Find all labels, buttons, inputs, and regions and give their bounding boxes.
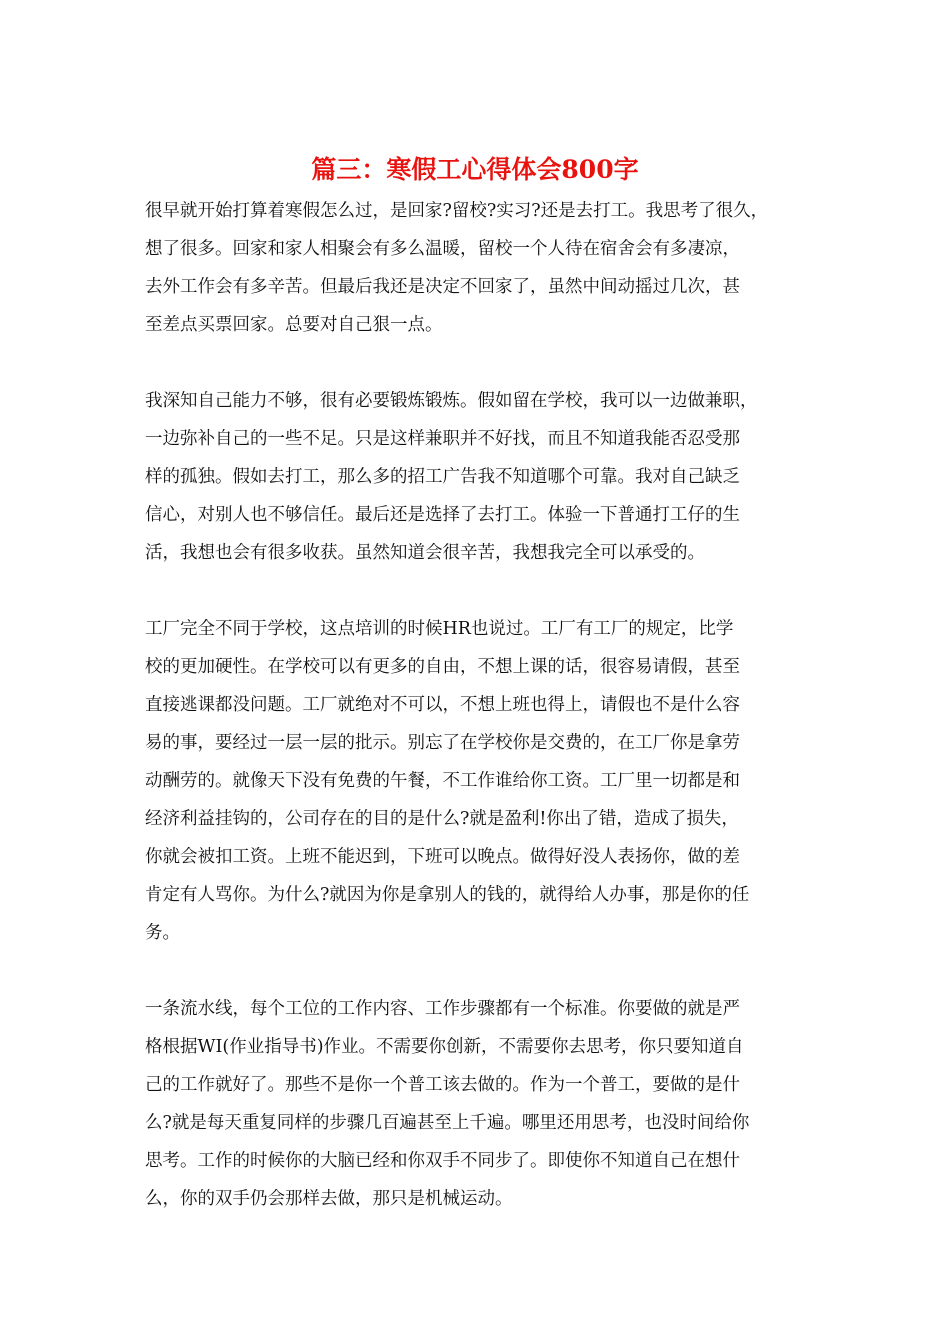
- paragraph-line: 经济利益挂钩的，公司存在的目的是什么?就是盈利!你出了错，造成了损失，: [145, 809, 739, 829]
- paragraph-line: 思考。工作的时候你的大脑已经和你双手不同步了。即使你不知道自己在想什: [145, 1151, 740, 1171]
- paragraph-line: 己的工作就好了。那些不是你一个普工该去做的。作为一个普工，要做的是什: [145, 1075, 740, 1095]
- paragraph-line: 工厂完全不同于学校，这点培训的时候HR也说过。工厂有工厂的规定，比学: [145, 619, 734, 639]
- paragraph-line: 务。: [145, 923, 180, 943]
- paragraph-line: 动酬劳的。就像天下没有免费的午餐，不工作谁给你工资。工厂里一切都是和: [145, 771, 740, 791]
- document-body: [145, 192, 835, 1256]
- paragraph-line: 格根据WI(作业指导书)作业。不需要你创新，不需要你去思考，你只要知道自: [145, 1037, 744, 1057]
- paragraph-line: 校的更加硬性。在学校可以有更多的自由，不想上课的话，很容易请假，甚至: [145, 657, 740, 677]
- paragraph-line: 么?就是每天重复同样的步骤几百遍甚至上千遍。哪里还用思考，也没时间给你: [145, 1113, 750, 1133]
- paragraph-line: 至差点买票回家。总要对自己狠一点。: [145, 315, 443, 335]
- paragraph: [145, 382, 835, 572]
- paragraph-line: 去外工作会有多辛苦。但最后我还是决定不回家了，虽然中间动摇过几次，甚: [145, 277, 740, 297]
- paragraph-line: 直接逃课都没问题。工厂就绝对不可以，不想上班也得上，请假也不是什么容: [145, 695, 740, 715]
- paragraph-line: 你就会被扣工资。上班不能迟到，下班可以晚点。做得好没人表扬你，做的差: [145, 847, 740, 867]
- paragraph: [145, 192, 835, 344]
- paragraph-line: 信心，对别人也不够信任。最后还是选择了去打工。体验一下普通打工仔的生: [145, 505, 740, 525]
- page-title: 篇三：寒假工心得体会800字: [311, 155, 639, 184]
- paragraph-line: 活，我想也会有很多收获。虽然知道会很辛苦，我想我完全可以承受的。: [145, 543, 705, 563]
- paragraph: [145, 990, 835, 1218]
- paragraph-line: 很早就开始打算着寒假怎么过，是回家?留校?实习?还是去打工。我思考了很久，: [145, 201, 769, 221]
- paragraph-line: 肯定有人骂你。为什么?就因为你是拿别人的钱的，就得给人办事，那是你的任: [145, 885, 750, 905]
- paragraph-line: 易的事，要经过一层一层的批示。别忘了在学校你是交费的，在工厂你是拿劳: [145, 733, 740, 753]
- paragraph-line: 一边弥补自己的一些不足。只是这样兼职并不好找，而且不知道我能否忍受那: [145, 429, 740, 449]
- paragraph-line: 一条流水线，每个工位的工作内容、工作步骤都有一个标准。你要做的就是严: [145, 999, 740, 1019]
- paragraph-line: 样的孤独。假如去打工，那么多的招工广告我不知道哪个可靠。我对自己缺乏: [145, 467, 740, 487]
- paragraph-line: 么，你的双手仍会那样去做，那只是机械运动。: [145, 1189, 513, 1209]
- paragraph-line: 我深知自己能力不够，很有必要锻炼锻炼。假如留在学校，我可以一边做兼职，: [145, 391, 758, 411]
- paragraph: [145, 610, 835, 952]
- paragraph-line: 想了很多。回家和家人相聚会有多么温暖，留校一个人待在宿舍会有多凄凉，: [145, 239, 740, 259]
